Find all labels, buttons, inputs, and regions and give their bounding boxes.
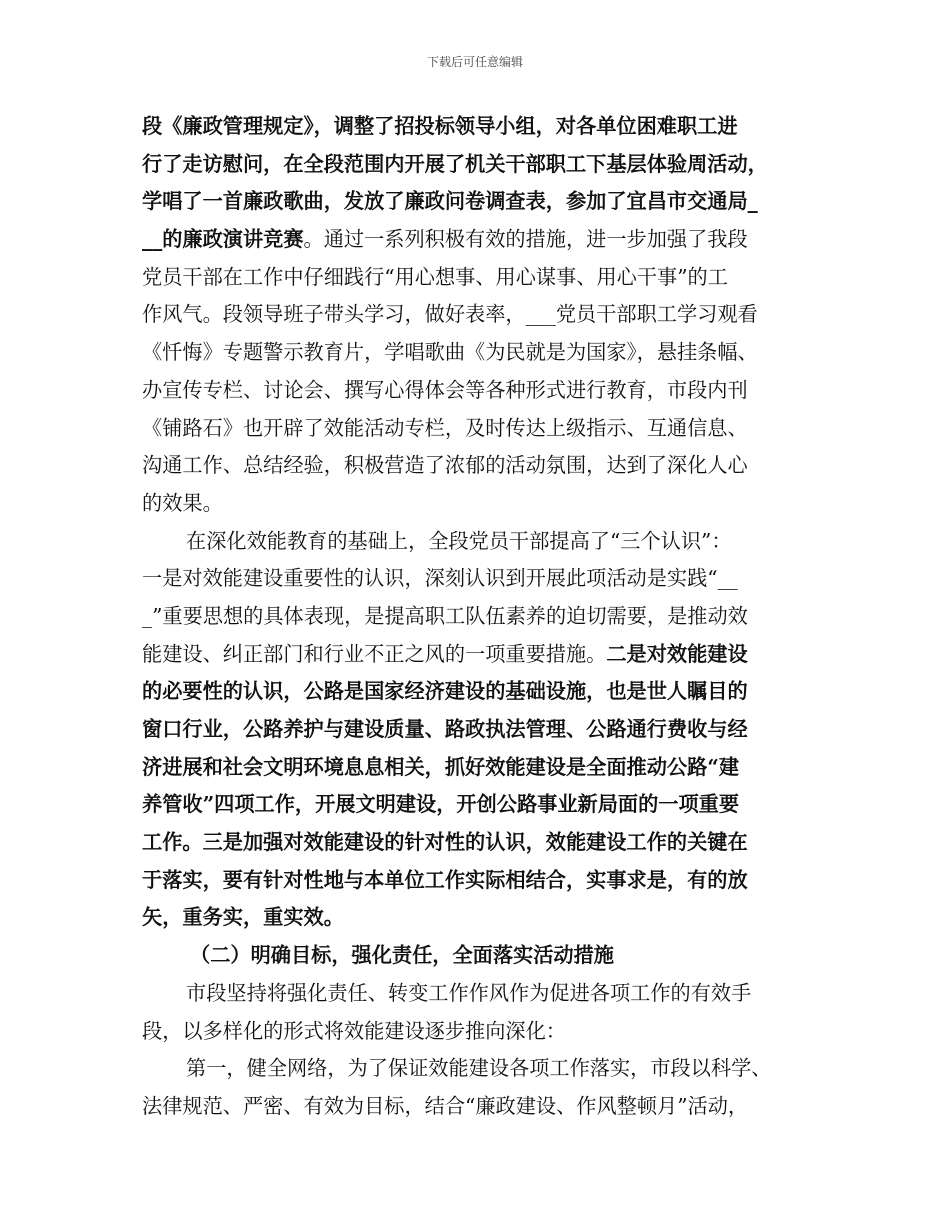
text-line: 学唱了一首廉政歌曲，发放了廉政问卷调查表，参加了宜昌市交通局_ — [142, 189, 758, 214]
text-line: 作风气。段领导班子带头学习，做好表率，___党员干部职工学习观看 — [142, 302, 758, 327]
text-run: __的廉政演讲竞赛 — [142, 227, 304, 252]
text-line: 的必要性的认识，公路是国家经济建设的基础设施，也是世人瞩目的 — [142, 679, 748, 704]
text-line: 养管收”四项工作，开展文明建设，开创公路事业新局面的一项重要 — [142, 792, 740, 817]
text-line: 一是对效能建设重要性的认识，深刻认识到开展此项活动是实践“__ — [142, 566, 738, 591]
document-body — [142, 108, 822, 1126]
text-line: 办宣传专栏、讨论会、撰写心得体会等各种形式进行教育，市段内刊 — [142, 377, 748, 402]
page-header: 下载后可任意编辑 — [426, 55, 523, 69]
text-line: 第一，健全网络，为了保证效能建设各项工作落实，市段以科学、 — [186, 1056, 772, 1081]
text-line: 行了走访慰问，在全段范围内开展了机关干部职工下基层体验周活动， — [142, 151, 768, 176]
text-line: 《忏悔》专题警示教育片，学唱歌曲《为民就是为国家》，悬挂条幅、 — [142, 340, 758, 365]
text-line: 的效果。 — [142, 490, 223, 515]
text-line: 党员干部在工作中仔细践行“用心想事、用心谋事、用心干事”的工 — [142, 264, 728, 289]
text-line: 段《廉政管理规定》，调整了招投标领导小组，对各单位困难职工进 — [142, 114, 738, 138]
text-line: 矢，重务实，重实效。 — [142, 905, 344, 930]
text-line: 法律规范、严密、有效为目标，结合“廉政建设、作风整顿月”活动， — [142, 1093, 749, 1118]
text-line: 市段坚持将强化责任、转变工作作风作为促进各项工作的有效手 — [186, 980, 752, 1005]
text-run: 能建设、纠正部门和行业不正之风的一项重要措施。 — [142, 641, 607, 666]
text-line: 济进展和社会文明环境息息相关，抓好效能建设是全面推动公路“建 — [142, 754, 740, 779]
text-run: 二是对效能建设 — [606, 641, 748, 666]
text-line: 《铺路石》也开辟了效能活动专栏，及时传达上级指示、互通信息、 — [142, 415, 748, 440]
text-line: 于落实，要有针对性地与本单位工作实际相结合，实事求是，有的放 — [142, 867, 748, 892]
text-line — [142, 636, 822, 674]
text-line: 窗口行业，公路养护与建设质量、路政执法管理、公路通行费收与经 — [142, 717, 748, 741]
text-line — [142, 221, 822, 259]
text-line: _”重要思想的具体表现，是提高职工队伍素养的迫切需要，是推动效 — [142, 603, 748, 628]
text-line: 段，以多样化的形式将效能建设逐步推向深化： — [142, 1018, 566, 1043]
text-line: 沟通工作、总结经验，积极营造了浓郁的活动氛围，达到了深化人心 — [142, 453, 748, 478]
text-line: 工作。三是加强对效能建设的针对性的认识，效能建设工作的关键在 — [142, 830, 748, 855]
text-run: 。通过一系列积极有效的措施，进一步加强了我段 — [303, 227, 748, 252]
text-line: 在深化效能教育的基础上，全段党员干部提高了“三个认识”： — [186, 528, 732, 553]
text-line: （二）明确目标，强化责任，全面落实活动措施 — [190, 943, 614, 968]
